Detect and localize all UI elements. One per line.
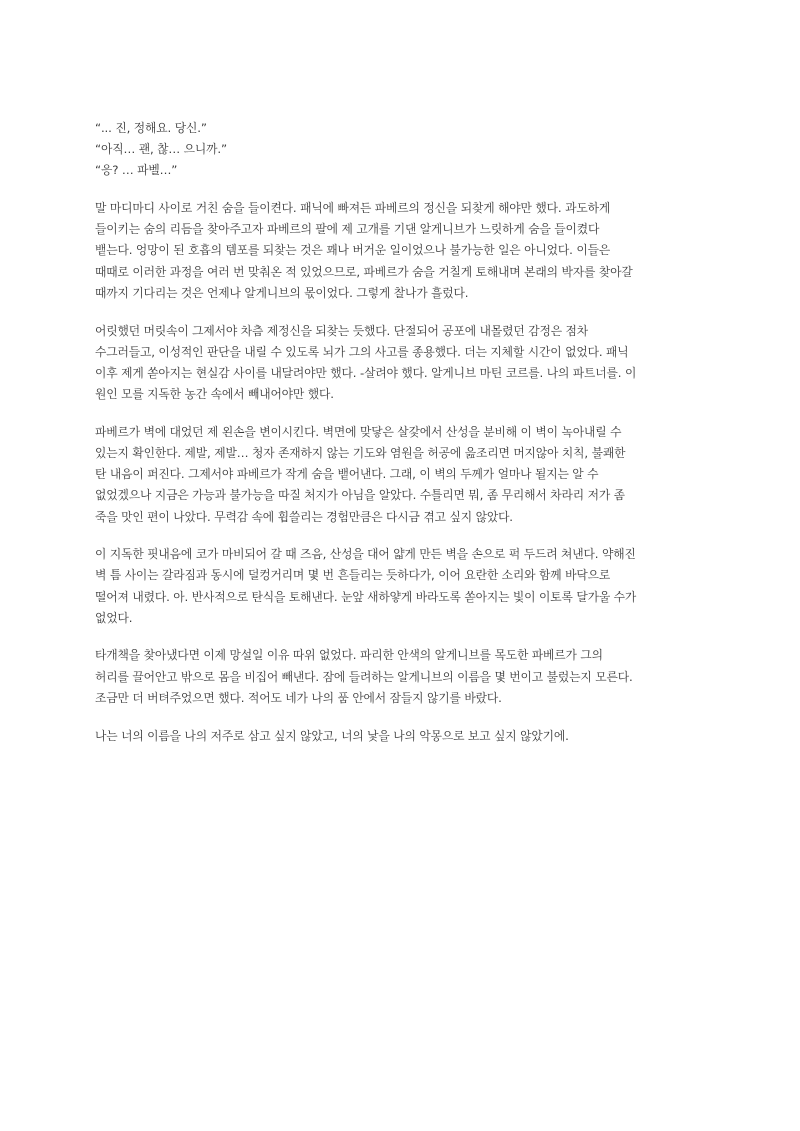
paragraph-line: 수그러들고, 이성적인 판단을 내릴 수 있도록 뇌가 그의 사고를 종용했다. 더는 지체할 시간이 없었다. 패닉	[95, 344, 629, 359]
paragraph-line: 탄 내음이 퍼진다. 그제서야 파베르가 작게 숨을 뱉어낸다. 그래, 이 벽의 두께가 얼마나 될지는 알 수	[95, 467, 599, 482]
paragraph-line: 죽을 맛인 편이 나았다. 무력감 속에 휩쓸리는 경험만큼은 다시금 겪고 싶지 않았다.	[95, 509, 513, 524]
paragraph-line: 떨어져 내렸다. 아. 반사적으로 탄식을 토해낸다. 눈앞 새하얗게 바라도록 쏟아지는 빛이 이토록 달가울 수가	[95, 589, 637, 604]
paragraph-gap	[95, 709, 715, 726]
paragraph-gap	[95, 304, 715, 321]
paragraph-line: 허리를 끌어안고 밖으로 몸을 비집어 빼낸다. 잠에 들려하는 알게니브의 이름을 몇 번이고 불렀는지 모른다.	[95, 669, 633, 684]
paragraph	[95, 422, 715, 528]
paragraph	[95, 198, 715, 304]
paragraph-line: 있는지 확인한다. 제발, 제발… 청자 존재하지 않는 기도와 염원을 허공에 읊조리면 머지않아 치칙, 불쾌한	[95, 445, 626, 460]
paragraph-line: 벽 틈 사이는 갈라짐과 동시에 덜컹거리며 몇 번 흔들리는 듯하다가, 이어 요란한 소리와 함께 바닥으로	[95, 568, 611, 583]
paragraph-line: 나는 너의 이름을 나의 저주로 삼고 싶지 않았고, 너의 낯을 나의 악몽으로 보고 싶지 않았기에.	[95, 728, 569, 743]
paragraph-line: 이 지독한 핏내음에 코가 마비되어 갈 때 즈음, 산성을 대어 얇게 만든 벽을 손으로 퍽 두드려 쳐낸다. 약해진	[95, 547, 636, 562]
paragraph-line: 들이키는 숨의 리듬을 찾아주고자 파베르의 팔에 제 고개를 기댄 알게니브가 느릿하게 숨을 들이켰다	[95, 222, 600, 237]
document-body	[95, 118, 715, 747]
paragraph-line: 말 마디마디 사이로 거친 숨을 들이켠다. 패닉에 빠져든 파베르의 정신을 되찾게 해야만 했다. 과도하게	[95, 201, 611, 216]
paragraph	[95, 544, 715, 629]
paragraph-gap	[95, 182, 715, 199]
paragraph-gap	[95, 405, 715, 422]
paragraph-gap	[95, 629, 715, 646]
paragraph-line: 없었다.	[95, 610, 133, 625]
paragraph-line: 없었겠으나 지금은 가능과 불가능을 따질 처지가 아님을 알았다. 수틀리면 뭐, 좀 무리해서 차라리 저가 좀	[95, 488, 625, 503]
paragraph-line: 때때로 이러한 과정을 여러 번 맞춰온 적 있었으므로, 파베르가 숨을 거칠게 토해내며 본래의 박자를 찾아갈	[95, 264, 633, 279]
paragraph	[95, 321, 715, 406]
paragraph-line: 타개책을 찾아냈다면 이제 망설일 이유 따위 없었다. 파리한 안색의 알게니브를 목도한 파베르가 그의	[95, 648, 603, 663]
dialogue-line: “응? … 파벨…”	[95, 163, 178, 178]
paragraph	[95, 645, 715, 709]
paragraph-line: 뱉는다. 엉망이 된 호흡의 템포를 되찾는 것은 꽤나 버거운 일이었으나 불가능한 일은 아니었다. 이들은	[95, 243, 611, 258]
paragraph-line: 조금만 더 버텨주었으면 했다. 적어도 네가 나의 품 안에서 잠들지 않기를 바랐다.	[95, 690, 502, 705]
dialogue-block	[95, 118, 715, 182]
paragraph-gap	[95, 528, 715, 545]
dialogue-line: “... 진, 정해요. 당신.”	[95, 121, 207, 135]
paragraph-line: 때까지 기다리는 것은 언제나 알게니브의 몫이었다. 그렇게 찰나가 흘렀다.	[95, 285, 469, 300]
dialogue-line: “아직… 괜, 찮… 으니까.”	[95, 142, 227, 157]
paragraph-line: 원인 모를 지독한 농간 속에서 빼내어야만 했다.	[95, 387, 334, 402]
paragraph-line: 이후 제게 쏟아지는 현실감 사이를 내달려야만 했다. -살려야 했다. 알게니브 마틴 코르를. 나의 파트너를. 이	[95, 365, 637, 380]
paragraph-line: 파베르가 벽에 대었던 제 왼손을 변이시킨다. 벽면에 맞닿은 살갗에서 산성을 분비해 이 벽이 녹아내릴 수	[95, 424, 622, 439]
paragraph-line: 어릿했던 머릿속이 그제서야 차츰 제정신을 되찾는 듯했다. 단절되어 공포에 내몰렸던 감정은 점차	[95, 323, 589, 338]
paragraph	[95, 726, 715, 747]
